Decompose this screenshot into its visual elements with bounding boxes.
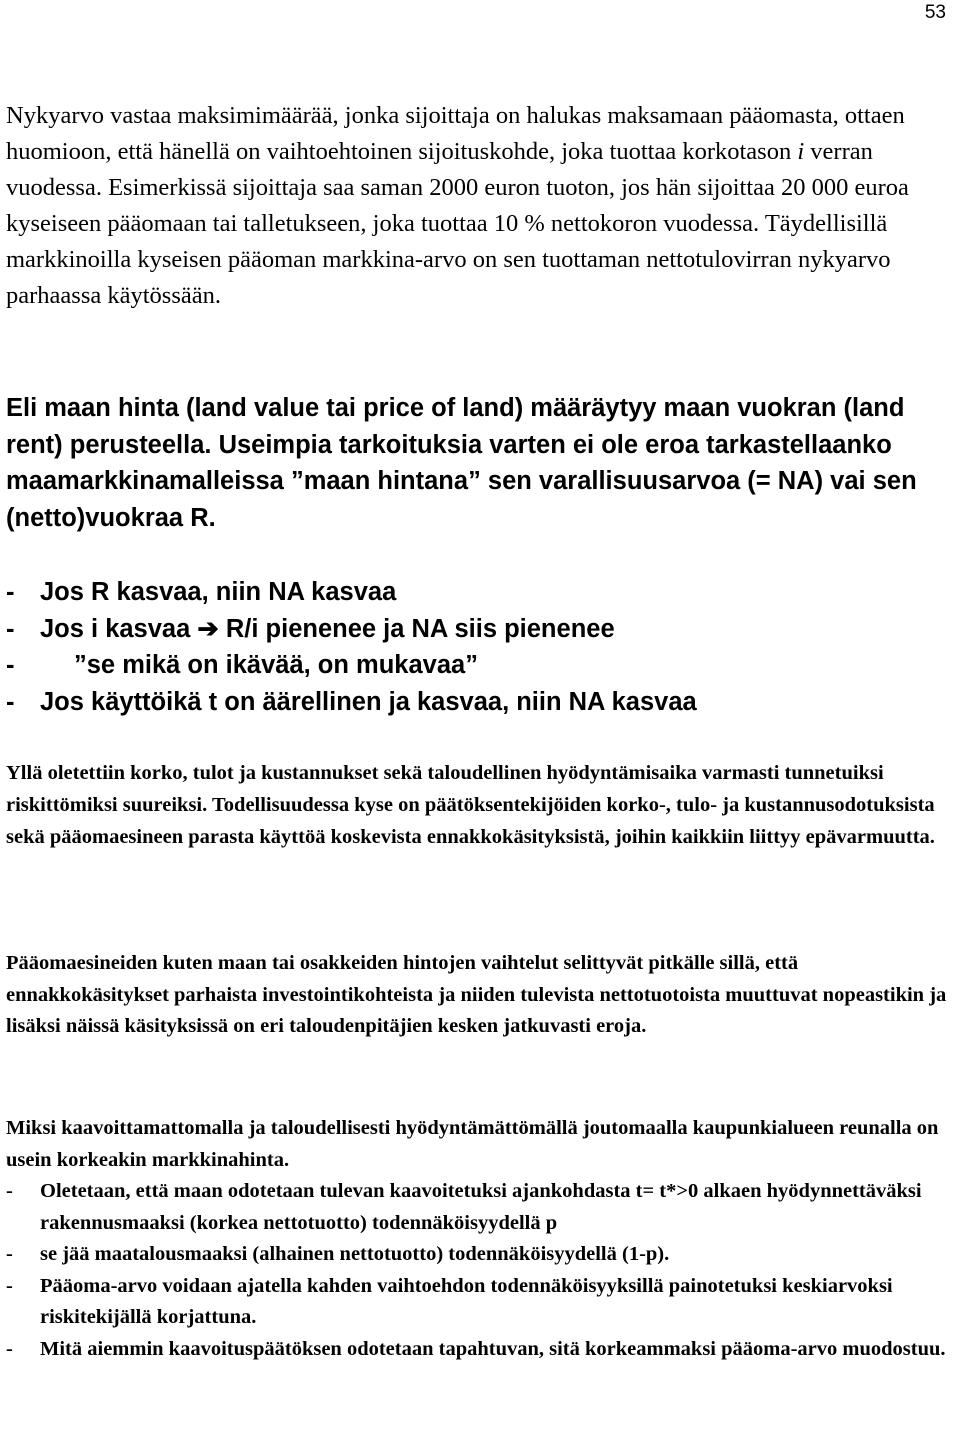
list-item-text: Jos käyttöikä t on äärellinen ja kasvaa, niin NA kasvaa bbox=[40, 687, 697, 716]
list-land-value-rules bbox=[6, 574, 954, 720]
dash-marker: - bbox=[6, 651, 15, 679]
right-arrow-icon: ➔ bbox=[197, 614, 219, 643]
list-item-text: Oletetaan, että maan odotetaan tulevan kaavoitetuksi ajankohdasta t= t*>0 alkaen hyödynnettäväksi rakennusmaaksi (korkea nettotuotto) todennäköisyydellä p bbox=[40, 1180, 922, 1234]
list-item-text: Mitä aiemmin kaavoituspäätöksen odotetaan tapahtuvan, sitä korkeammaksi pääoma-arvo muodostuu. bbox=[40, 1337, 946, 1360]
list-item-text: se jää maatalousmaaksi (alhainen nettotuotto) todennäköisyydellä (1-p). bbox=[40, 1243, 670, 1266]
paragraph-present-value bbox=[6, 98, 954, 314]
list-item-text: Jos R kasvaa, niin NA kasvaa bbox=[40, 578, 397, 606]
list-item bbox=[6, 684, 954, 721]
list-item bbox=[6, 1334, 954, 1366]
dash-marker: - bbox=[6, 578, 15, 606]
list-item bbox=[6, 611, 954, 648]
list-item bbox=[6, 1239, 954, 1271]
page-number: 53 bbox=[924, 2, 946, 23]
interest-rate-variable: i bbox=[797, 138, 805, 165]
list-item-text: Pääoma-arvo voidaan ajatella kahden vaihtoehdon todennäköisyyksillä painotetuksi keskiarvoksi riskitekijällä korjattuna. bbox=[40, 1274, 893, 1329]
list-item bbox=[6, 1271, 954, 1334]
paragraph-present-value-text-1: Nykyarvo vastaa maksimimäärää, jonka sijoittaja on halukas maksamaan pääomasta, ottaen huomioon, että hänellä on vaihtoehtoinen sijoituskohde, joka tuottaa korkotason bbox=[6, 102, 905, 165]
paragraph-uncertainty: Yllä oletettiin korko, tulot ja kustannukset sekä taloudellinen hyödyntämisaika varmasti tunnetuiksi riskittömiksi suureiksi. Todellisuudessa kyse on päätöksentekijöiden korko-, tulo- ja kustannusodotuksista sekä pääomaesineen parasta käyttöä koskevista ennakkokäsityksistä, joihin kaikkiin liittyy epävarmuutta. bbox=[6, 762, 935, 848]
dash-marker: - bbox=[6, 687, 15, 716]
dash-marker: - bbox=[6, 1337, 13, 1360]
list-item-nested bbox=[6, 647, 954, 684]
list-zoning-explanation bbox=[6, 1176, 954, 1366]
list-item bbox=[6, 1176, 954, 1239]
paragraph-present-value-text-2: verran vuodessa. Esimerkissä sijoittaja saa saman 2000 euron tuoton, jos hän sijoittaa 20 000 euroa kyseiseen pääomaan tai talletukseen, joka tuottaa 10 % nettokoron vuodessa. Täydellisillä markkinoilla kyseisen pääoman markkina-arvo on sen tuottaman nettotulovirran nykyarvo parhaassa käytössään. bbox=[6, 138, 909, 309]
paragraph-land-value: Eli maan hinta (land value tai price of land) määräytyy maan vuokran (land rent) perusteella. Useimpia tarkoituksia varten ei ole eroa tarkastellaanko maamarkkinamalleissa ”maan hintana” sen varallisuusarvoa (= NA) vai sen (netto)vuokraa R. bbox=[6, 394, 917, 532]
list-item-text: R/i pienenee ja NA siis pienenee bbox=[225, 614, 615, 643]
dash-marker: - bbox=[6, 1243, 13, 1266]
paragraph-question: Miksi kaavoittamattomalla ja taloudellisesti hyödyntämättömällä joutomaalla kaupunkialueen reunalla on usein korkeakin markkinahinta. bbox=[6, 1117, 939, 1171]
dash-marker: - bbox=[6, 1180, 13, 1202]
paragraph-price-variation: Pääomaesineiden kuten maan tai osakkeiden hintojen vaihtelut selittyvät pitkälle sillä, että ennakkokäsitykset parhaista investointikohteista ja niiden tulevista nettotuotoista muuttuvat nopeastikin ja lisäksi näissä käsityksissä on eri taloudenpitäjien kesken jatkuvasti eroja. bbox=[6, 952, 947, 1038]
list-item-text: ”se mikä on ikävää, on mukavaa” bbox=[74, 651, 478, 679]
list-item bbox=[6, 574, 954, 611]
dash-marker: - bbox=[6, 1274, 13, 1297]
dash-marker: - bbox=[6, 614, 15, 643]
list-item-text: Jos i kasvaa bbox=[40, 614, 191, 643]
